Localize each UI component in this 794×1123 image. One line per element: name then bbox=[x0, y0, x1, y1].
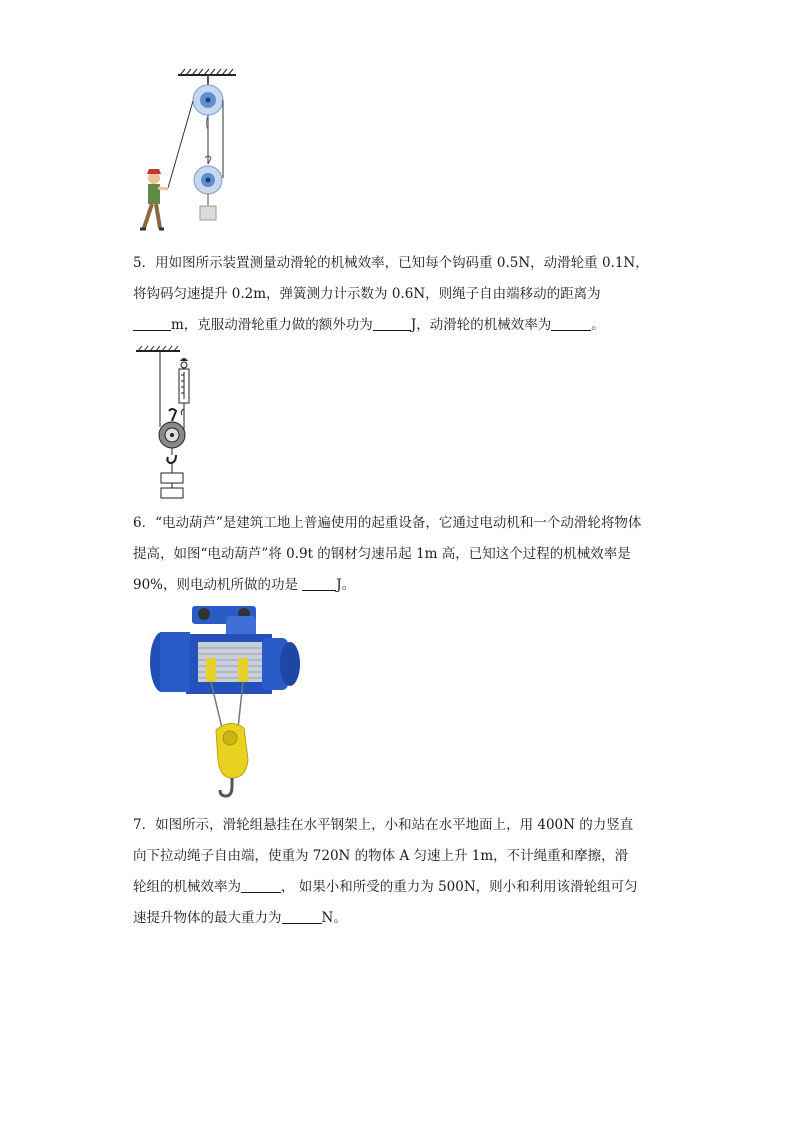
question-text-line: 将钩码匀速提升 0.2m，弹簧测力计示数为 0.6N，则绳子自由端移动的距离为 bbox=[133, 286, 601, 302]
answer-blank[interactable] bbox=[241, 878, 281, 893]
question-5 bbox=[133, 248, 673, 341]
figure-spring-scale-pulley bbox=[132, 345, 202, 505]
question-text-line: 提高，如图“电动葫芦”将 0.9t 的钢材匀速吊起 1m 高，已知这个过程的机械效率是 bbox=[133, 546, 631, 562]
answer-blank[interactable] bbox=[302, 576, 336, 591]
question-text-line: 5．用如图所示装置测量动滑轮的机械效率，已知每个钩码重 0.5N，动滑轮重 0.1N， bbox=[133, 255, 649, 271]
question-6 bbox=[133, 508, 673, 601]
question-text-line: 90%，则电动机所做的功是 J。 bbox=[133, 577, 356, 593]
question-text-line: m，克服动滑轮重力做的额外功为 J，动滑轮的机械效率为 。 bbox=[133, 310, 673, 341]
answer-blank[interactable] bbox=[282, 909, 322, 924]
answer-blank[interactable] bbox=[133, 316, 171, 331]
question-text-line: 6．“电动葫芦”是建筑工地上普遍使用的起重设备，它通过电动机和一个动滑轮将物体 bbox=[133, 515, 642, 531]
answer-blank[interactable] bbox=[551, 316, 591, 331]
question-7 bbox=[133, 810, 673, 934]
figure-electric-hoist bbox=[146, 600, 306, 805]
question-text-line: 轮组的机械效率为 ， 如果小和所受的重力为 500N，则小和利用该滑轮组可匀 bbox=[133, 879, 638, 895]
question-text-line: 7．如图所示，滑轮组悬挂在水平钢架上，小和站在水平地面上，用 400N 的力竖直 bbox=[133, 817, 634, 833]
question-text-line: 速提升物体的最大重力为 N。 bbox=[133, 910, 347, 926]
question-text-line: 向下拉动绳子自由端，使重为 720N 的物体 A 匀速上升 1m，不计绳重和摩擦，滑 bbox=[133, 848, 629, 864]
answer-blank[interactable] bbox=[373, 316, 411, 331]
figure-pulley-person bbox=[130, 68, 260, 240]
